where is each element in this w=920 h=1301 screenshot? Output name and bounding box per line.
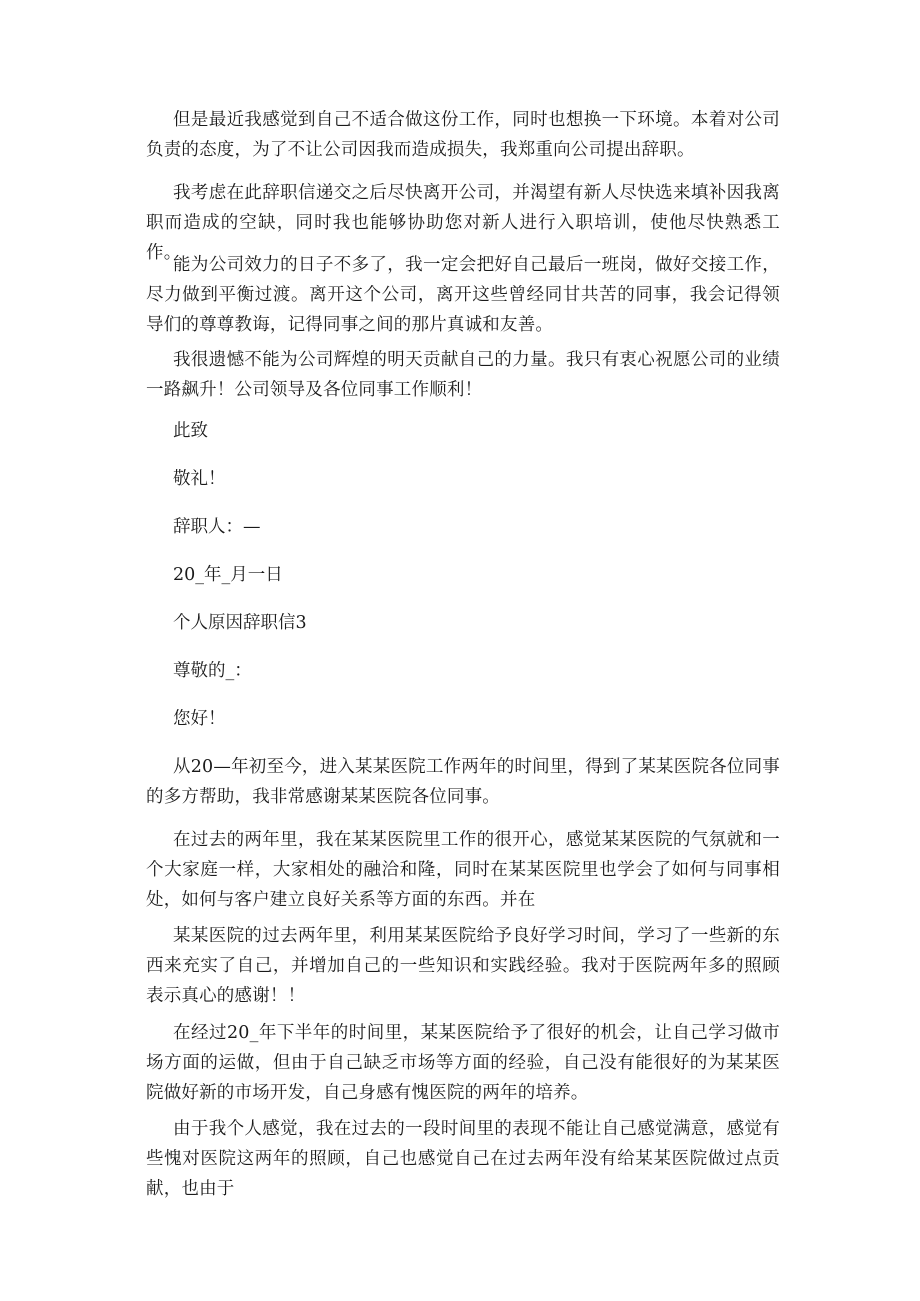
paragraph-best-wishes: 我很遗憾不能为公司辉煌的明天贡献自己的力量。我只有衷心祝愿公司的业绩一路飙升！公司领导及各位同事工作顺利！ (146, 350, 780, 400)
letter3-paragraph-intro: 从20—年初至今，进入某某医院工作两年的时间里，得到了某某医院各位同事的多方帮助，我非常感谢某某医院各位同事。 (146, 757, 780, 807)
paragraph-handover-plan: 我考虑在此辞职信递交之后尽快离开公司，并渴望有新人尽快选来填补因我离职而造成的空缺，同时我也能够协助您对新人进行入职培训，使他尽快熟悉工作。 (146, 183, 780, 263)
paragraph-last-days: 能为公司效力的日子不多了，我一定会把好自己最后一班岗，做好交接工作，尽力做到平衡过渡。离开这个公司，离开这些曾经同甘共苦的同事，我会记得领导们的尊尊教诲，记得同事之间的那片真诚和友善。 (146, 255, 780, 335)
closing-regards: 敬礼！ (173, 469, 226, 489)
letter3-paragraph-self-assessment: 由于我个人感觉，我在过去的一段时间里的表现不能让自己感觉满意，感觉有些愧对医院这两年的照顾，自己也感觉自己在过去两年没有给某某医院做过点贡献，也由于 (146, 1119, 780, 1199)
date-line: 20_年_月一日 (173, 565, 283, 585)
letter3-paragraph-learning: 某某医院的过去两年里，利用某某医院给予良好学习时间，学习了一些新的东西来充实了自己，并增加自己的一些知识和实践经验。我对于医院两年多的照顾表示真心的感谢！！ (146, 926, 780, 1006)
closing-salutation: 此致 (173, 421, 208, 441)
letter3-paragraph-experience: 在过去的两年里，我在某某医院里工作的很开心，感觉某某医院的气氛就和一个大家庭一样，大家相处的融洽和隆，同时在某某医院里也学会了如何与同事相处，如何与客户建立良好关系等方面的东西。并在 (146, 830, 780, 910)
letter3-paragraph-market: 在经过20_年下半年的时间里，某某医院给予了很好的机会，让自己学习做市场方面的运做，但由于自己缺乏市场等方面的经验，自己没有能很好的为某某医院做好新的市场开发，自己身感有愧医院的两年的培养。 (146, 1023, 780, 1103)
paragraph-resign-reason: 但是最近我感觉到自己不适合做这份工作，同时也想换一下环境。本着对公司负责的态度，为了不让公司因我而造成损失，我郑重向公司提出辞职。 (146, 110, 780, 160)
section-heading-letter-3: 个人原因辞职信3 (173, 613, 307, 633)
letter3-addressee: 尊敬的_： (173, 661, 252, 681)
letter3-greeting: 您好！ (173, 709, 226, 729)
signature-line: 辞职人：— (173, 517, 261, 537)
